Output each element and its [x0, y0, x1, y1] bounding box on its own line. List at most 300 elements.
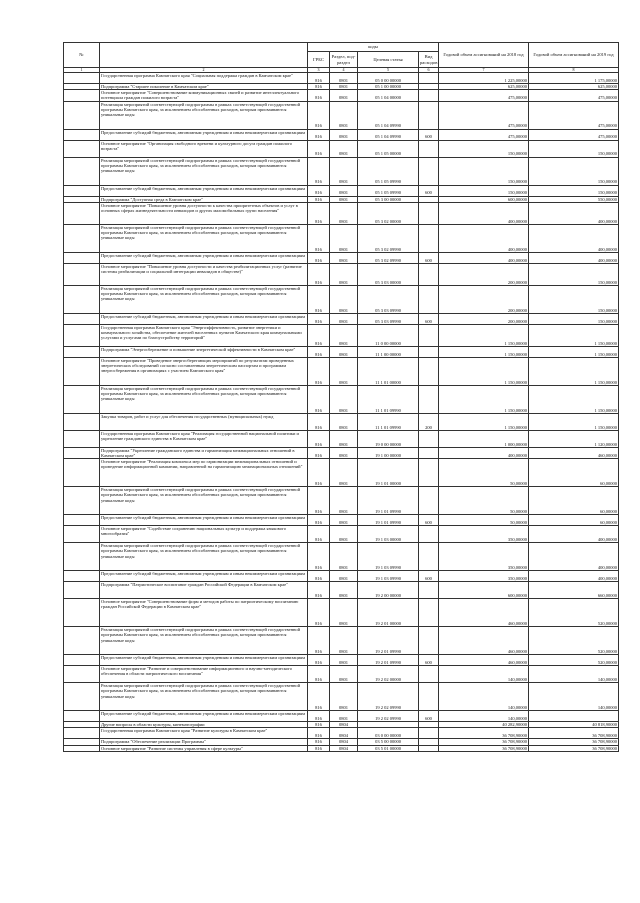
target-article-cell: 05 1 05 09990	[358, 157, 419, 185]
razdel-cell: 0801	[330, 430, 358, 447]
amount-2019-cell: 140,00000	[529, 683, 619, 711]
row-number-cell	[64, 413, 100, 430]
target-article-cell: 11 1 00 00000	[358, 346, 419, 357]
amount-2018-cell: 460,00000	[439, 655, 529, 666]
razdel-cell: 0801	[330, 515, 358, 526]
target-article-cell: 19 1 00 00000	[358, 447, 419, 458]
item-name-cell: Реализация мероприятий соответствующей подпрограммы в рамках соответствующей государственной программы Камчатского края, за исключением обособленных расходов, которым присваиваются уникальные коды	[100, 157, 308, 185]
razdel-cell: 0804	[330, 728, 358, 739]
amount-2018-cell: 475,00000	[439, 90, 529, 101]
row-number-cell	[64, 526, 100, 543]
item-name-cell: Предоставление субсидий бюджетным, автономным учреждениям и иным некоммерческим организациям	[100, 129, 308, 140]
grbs-cell: 816	[308, 224, 330, 252]
expense-type-cell: 600	[419, 129, 439, 140]
razdel-cell: 0801	[330, 666, 358, 683]
table-row	[64, 357, 619, 385]
expense-type-cell	[419, 90, 439, 101]
expense-type-cell	[419, 357, 439, 385]
grbs-cell: 816	[308, 543, 330, 571]
razdel-cell: 0801	[330, 285, 358, 313]
razdel-cell: 0801	[330, 487, 358, 515]
razdel-cell: 0801	[330, 140, 358, 157]
table-row	[64, 129, 619, 140]
amount-2019-cell: 1 150,00000	[529, 413, 619, 430]
table-row	[64, 655, 619, 666]
table-row	[64, 252, 619, 263]
amount-2019-cell: 400,00000	[529, 224, 619, 252]
item-name-cell: Предоставление субсидий бюджетным, автономным учреждениям и иным некоммерческим организациям	[100, 252, 308, 263]
razdel-cell: 0801	[330, 263, 358, 285]
row-number-cell	[64, 346, 100, 357]
grbs-cell: 816	[308, 357, 330, 385]
table-row	[64, 745, 619, 751]
expense-type-cell: 600	[419, 711, 439, 722]
target-article-cell: 19 1 03 09990	[358, 543, 419, 571]
table-row	[64, 627, 619, 655]
target-article-cell: 05 3 03 00000	[358, 263, 419, 285]
expense-type-cell	[419, 728, 439, 739]
table-row	[64, 324, 619, 346]
table-row	[64, 140, 619, 157]
amount-2019-cell: 520,00000	[529, 599, 619, 627]
row-number-cell	[64, 627, 100, 655]
target-article-cell: 11 1 01 09990	[358, 385, 419, 413]
item-name-cell: Реализация мероприятий соответствующей подпрограммы в рамках соответствующей государственной программы Камчатского края, за исключением обособленных расходов, которым присваиваются уникальные коды	[100, 627, 308, 655]
expense-type-cell	[419, 224, 439, 252]
item-name-cell: Реализация мероприятий соответствующей подпрограммы в рамках соответствующей государственной программы Камчатского края, за исключением обособленных расходов, которым присваиваются уникальные коды	[100, 543, 308, 571]
item-name-cell: Основное мероприятие "Развитие и совершенствование информационного и научно-методического обеспечения в области патриотического воспитания"	[100, 666, 308, 683]
grbs-cell: 816	[308, 90, 330, 101]
row-number-cell	[64, 157, 100, 185]
amount-2019-cell: 475,00000	[529, 90, 619, 101]
col-number: 1	[64, 68, 100, 73]
grbs-cell: 816	[308, 140, 330, 157]
razdel-cell: 0801	[330, 385, 358, 413]
expense-type-cell: 200	[419, 413, 439, 430]
item-name-cell: Предоставление субсидий бюджетным, автономным учреждениям и иным некоммерческим организациям	[100, 711, 308, 722]
item-name-cell: Государственная программа Камчатского края "Реализация государственной национальной политики и укрепление гражданского единства в Камчатском крае"	[100, 430, 308, 447]
item-name-cell: Другие вопросы в области культуры, кинематографии	[100, 722, 308, 728]
amount-2019-cell: 36 708,90000	[529, 739, 619, 745]
amount-2019-cell: 1 175,00000	[529, 73, 619, 84]
table-row	[64, 385, 619, 413]
expense-type-cell: 600	[419, 515, 439, 526]
target-article-cell: 19 2 01 09990	[358, 627, 419, 655]
amount-2019-cell: 400,00000	[529, 543, 619, 571]
amount-2018-cell: 140,00000	[439, 683, 529, 711]
col-number: 4	[330, 68, 358, 73]
target-article-cell: 19 2 02 00000	[358, 666, 419, 683]
amount-2019-cell: 550,00000	[529, 196, 619, 202]
razdel-cell: 0801	[330, 655, 358, 666]
amount-2019-cell: 660,00000	[529, 582, 619, 599]
amount-2018-cell: 1 150,00000	[439, 357, 529, 385]
razdel-cell: 0801	[330, 101, 358, 129]
grbs-cell: 816	[308, 285, 330, 313]
amount-2018-cell: 40 282,90000	[439, 722, 529, 728]
grbs-cell: 816	[308, 745, 330, 751]
target-article-cell: 19 0 00 00000	[358, 430, 419, 447]
expense-type-cell	[419, 447, 439, 458]
target-article-cell: 19 2 01 09990	[358, 655, 419, 666]
target-article-cell: 05 1 04 00000	[358, 90, 419, 101]
item-name-cell: Основное мероприятие "Повышение уровня доступности и качества реабилитационных услуг (развитие системы реабилитации и социальной интеграции инвалидов в обществе)"	[100, 263, 308, 285]
razdel-cell: 0801	[330, 224, 358, 252]
expense-type-cell: 600	[419, 185, 439, 196]
amount-2019-cell: 520,00000	[529, 627, 619, 655]
razdel-cell: 0801	[330, 683, 358, 711]
expense-type-cell: 600	[419, 313, 439, 324]
amount-2019-cell: 475,00000	[529, 129, 619, 140]
table-row	[64, 599, 619, 627]
item-name-cell: Основное мероприятие "Совершенствование коммуникационных связей и развитие интеллектуального потенциала граждан пожилого возраста"	[100, 90, 308, 101]
target-article-cell: 05 1 00 00000	[358, 84, 419, 90]
target-article-cell: 19 1 03 09990	[358, 571, 419, 582]
item-name-cell: Реализация мероприятий соответствующей подпрограммы в рамках соответствующей государственной программы Камчатского края, за исключением обособленных расходов, которым присваиваются уникальные коды	[100, 487, 308, 515]
table-row	[64, 666, 619, 683]
row-number-cell	[64, 683, 100, 711]
table-row	[64, 487, 619, 515]
grbs-cell: 816	[308, 571, 330, 582]
item-name-cell: Подпрограмма "Укрепление гражданского единства и гармонизация межнациональных отношений в Камчатском крае"	[100, 447, 308, 458]
item-name-cell: Предоставление субсидий бюджетным, автономным учреждениям и иным некоммерческим организациям	[100, 185, 308, 196]
amount-2018-cell: 150,00000	[439, 157, 529, 185]
amount-2019-cell: 1 150,00000	[529, 385, 619, 413]
budget-document	[63, 42, 618, 752]
grbs-cell: 816	[308, 313, 330, 324]
col-number: 8	[529, 68, 619, 73]
razdel-cell: 0801	[330, 346, 358, 357]
amount-2019-cell: 460,00000	[529, 447, 619, 458]
target-article-cell: 05 1 05 09990	[358, 185, 419, 196]
grbs-cell: 816	[308, 185, 330, 196]
item-name-cell: Основное мероприятие "Реализация комплекса мер по гармонизации межнациональных отношений и проведение информационной кампании, направленной на гармонизацию межнациональных отношений"	[100, 459, 308, 487]
target-article-cell: 05 3 02 09990	[358, 224, 419, 252]
row-number-cell	[64, 202, 100, 224]
grbs-cell: 816	[308, 129, 330, 140]
amount-2019-cell: 150,00000	[529, 140, 619, 157]
razdel-cell: 0801	[330, 129, 358, 140]
col-grbs-header: ГРБС	[308, 52, 330, 68]
table-body	[64, 73, 619, 752]
razdel-cell: 0801	[330, 447, 358, 458]
razdel-cell: 0801	[330, 157, 358, 185]
amount-2018-cell: 1 000,00000	[439, 430, 529, 447]
grbs-cell: 816	[308, 101, 330, 129]
table-row	[64, 543, 619, 571]
row-number-cell	[64, 90, 100, 101]
amount-2019-cell: 150,00000	[529, 313, 619, 324]
grbs-cell: 816	[308, 263, 330, 285]
expense-type-cell	[419, 582, 439, 599]
target-article-cell: 05 3 02 09990	[358, 252, 419, 263]
amount-2019-cell: 400,00000	[529, 202, 619, 224]
razdel-cell: 0801	[330, 526, 358, 543]
grbs-cell: 816	[308, 487, 330, 515]
grbs-cell: 816	[308, 447, 330, 458]
amount-2018-cell: 475,00000	[439, 129, 529, 140]
col-number: 7	[439, 68, 529, 73]
razdel-cell: 0801	[330, 627, 358, 655]
amount-2018-cell: 1 225,00000	[439, 73, 529, 84]
amount-2019-cell: 150,00000	[529, 157, 619, 185]
amount-2018-cell: 50,00000	[439, 515, 529, 526]
table-row	[64, 459, 619, 487]
item-name-cell: Основное мероприятие "Проведение энергосберегающих мероприятий по результатам проведенных энергетических обследований согласно составленным энергетическим паспортам и программам энергосбережения в организациях с участием Камчатского края"	[100, 357, 308, 385]
col-name-header	[100, 43, 308, 68]
table-row	[64, 90, 619, 101]
item-name-cell: Реализация мероприятий соответствующей подпрограммы в рамках соответствующей государственной программы Камчатского края, за исключением обособленных расходов, которым присваиваются уникальные коды	[100, 285, 308, 313]
row-number-cell	[64, 129, 100, 140]
grbs-cell: 816	[308, 413, 330, 430]
codes-header: коды	[308, 43, 439, 52]
razdel-cell: 0801	[330, 313, 358, 324]
expense-type-cell	[419, 683, 439, 711]
expense-type-cell	[419, 385, 439, 413]
razdel-cell: 0804	[330, 745, 358, 751]
grbs-cell: 816	[308, 728, 330, 739]
item-name-cell: Подпрограмма "Доступная среда в Камчатском крае"	[100, 196, 308, 202]
item-name-cell: Предоставление субсидий бюджетным, автономным учреждениям и иным некоммерческим организациям	[100, 655, 308, 666]
target-article-cell: 05 0 00 00000	[358, 73, 419, 84]
razdel-cell: 0801	[330, 571, 358, 582]
amount-2019-cell: 150,00000	[529, 285, 619, 313]
item-name-cell: Предоставление субсидий бюджетным, автономным учреждениям и иным некоммерческим организациям	[100, 571, 308, 582]
amount-2018-cell: 460,00000	[439, 627, 529, 655]
row-number-cell	[64, 571, 100, 582]
item-name-cell: Основное мероприятие "Содействие сохранению национальных культур и поддержка языкового многообразия"	[100, 526, 308, 543]
amount-2018-cell: 1 150,00000	[439, 413, 529, 430]
amount-2018-cell: 200,00000	[439, 313, 529, 324]
table-row	[64, 413, 619, 430]
item-name-cell: Подпрограмма "Патриотическое воспитание граждан Российской Федерации в Камчатском крае"	[100, 582, 308, 599]
row-number-cell	[64, 140, 100, 157]
razdel-cell: 0801	[330, 599, 358, 627]
grbs-cell: 816	[308, 666, 330, 683]
row-number-cell	[64, 313, 100, 324]
amount-2019-cell: 1 120,00000	[529, 430, 619, 447]
item-name-cell: Государственная программа Камчатского края "Энергоэффективность, развитие энергетики и коммунального хозяйства, обеспечение жителей населенных пунктов Камчатского края коммунальными услугами и услугами по благоустройству территорий"	[100, 324, 308, 346]
amount-2018-cell: 1 150,00000	[439, 346, 529, 357]
expense-type-cell	[419, 140, 439, 157]
amount-2018-cell: 1 150,00000	[439, 385, 529, 413]
amount-2018-cell: 140,00000	[439, 666, 529, 683]
grbs-cell: 816	[308, 196, 330, 202]
amount-2018-cell: 625,00000	[439, 84, 529, 90]
amount-2018-cell: 350,00000	[439, 526, 529, 543]
table-row	[64, 430, 619, 447]
amount-2019-cell: 60,00000	[529, 515, 619, 526]
table-row	[64, 447, 619, 458]
row-number-cell	[64, 515, 100, 526]
amount-2018-cell: 150,00000	[439, 140, 529, 157]
table-row	[64, 263, 619, 285]
expense-type-cell	[419, 346, 439, 357]
expense-type-cell	[419, 324, 439, 346]
row-number-cell	[64, 324, 100, 346]
col-number: 6	[419, 68, 439, 73]
item-name-cell: Реализация мероприятий соответствующей подпрограммы в рамках соответствующей государственной программы Камчатского края, за исключением обособленных расходов, которым присваиваются уникальные коды	[100, 224, 308, 252]
expense-type-cell: 600	[419, 571, 439, 582]
table-row	[64, 185, 619, 196]
amount-2018-cell: 50,00000	[439, 459, 529, 487]
grbs-cell: 816	[308, 526, 330, 543]
target-article-cell: 05 3 03 09990	[358, 285, 419, 313]
razdel-cell: 0801	[330, 84, 358, 90]
amount-2018-cell: 36 708,90000	[439, 728, 529, 739]
amount-2018-cell: 150,00000	[439, 185, 529, 196]
row-number-cell	[64, 599, 100, 627]
item-name-cell: Предоставление субсидий бюджетным, автономным учреждениям и иным некоммерческим организациям	[100, 313, 308, 324]
amount-2019-cell: 1 150,00000	[529, 346, 619, 357]
col-vr-header: Вид расходов	[419, 52, 439, 68]
grbs-cell: 816	[308, 655, 330, 666]
row-number-cell	[64, 745, 100, 751]
amount-2018-cell: 400,00000	[439, 252, 529, 263]
item-name-cell: Подпрограмма "Обеспечение реализации Программы"	[100, 739, 308, 745]
item-name-cell: Реализация мероприятий соответствующей подпрограммы в рамках соответствующей государственной программы Камчатского края, за исключением обособленных расходов, которым присваиваются уникальные коды	[100, 385, 308, 413]
expense-type-cell: 600	[419, 252, 439, 263]
table-row	[64, 571, 619, 582]
amount-2019-cell: 140,00000	[529, 666, 619, 683]
table-row	[64, 285, 619, 313]
grbs-cell: 816	[308, 157, 330, 185]
amount-2019-cell: 60,00000	[529, 487, 619, 515]
expense-type-cell	[419, 627, 439, 655]
target-article-cell: 11 0 00 00000	[358, 324, 419, 346]
grbs-cell: 816	[308, 73, 330, 84]
target-article-cell: 05 3 02 00000	[358, 202, 419, 224]
razdel-cell: 0801	[330, 711, 358, 722]
target-article-cell: 05 1 04 09990	[358, 101, 419, 129]
grbs-cell: 816	[308, 582, 330, 599]
item-name-cell: Государственная программа Камчатского края "Развитие культуры в Камчатском крае"	[100, 728, 308, 739]
amount-2019-cell: 400,00000	[529, 526, 619, 543]
razdel-cell: 0801	[330, 73, 358, 84]
amount-2019-cell: 40 818,90000	[529, 722, 619, 728]
target-article-cell: 05 3 00 00000	[358, 196, 419, 202]
col-2019-header: Годовой объем ассигнований на 2019 год	[529, 43, 619, 68]
grbs-cell: 816	[308, 515, 330, 526]
amount-2018-cell: 475,00000	[439, 101, 529, 129]
row-number-cell	[64, 728, 100, 739]
amount-2018-cell: 400,00000	[439, 202, 529, 224]
expense-type-cell	[419, 487, 439, 515]
item-name-cell: Реализация мероприятий соответствующей подпрограммы в рамках соответствующей государственной программы Камчатского края, за исключением обособленных расходов, которым присваиваются уникальные коды	[100, 683, 308, 711]
target-article-cell: 19 2 01 00000	[358, 599, 419, 627]
target-article-cell: 11 1 01 00000	[358, 357, 419, 385]
row-number-cell	[64, 73, 100, 84]
item-name-cell: Подпрограмма "Энергосбережение и повышение энергетической эффективности в Камчатском крае"	[100, 346, 308, 357]
grbs-cell: 816	[308, 252, 330, 263]
table-row	[64, 683, 619, 711]
table-row	[64, 515, 619, 526]
grbs-cell: 816	[308, 385, 330, 413]
table-row	[64, 224, 619, 252]
target-article-cell: 05 3 03 09990	[358, 313, 419, 324]
amount-2018-cell: 140,00000	[439, 711, 529, 722]
target-article-cell: 19 1 01 00000	[358, 459, 419, 487]
amount-2019-cell: 150,00000	[529, 263, 619, 285]
item-name-cell: Основное мероприятие "Развитие системы управления в сфере культуры"	[100, 745, 308, 751]
table-row	[64, 157, 619, 185]
target-article-cell: 03 0 00 00000	[358, 728, 419, 739]
row-number-cell	[64, 101, 100, 129]
grbs-cell: 816	[308, 739, 330, 745]
grbs-cell: 816	[308, 324, 330, 346]
table-row	[64, 728, 619, 739]
grbs-cell: 816	[308, 711, 330, 722]
target-article-cell: 19 1 03 00000	[358, 526, 419, 543]
expense-type-cell: 600	[419, 655, 439, 666]
razdel-cell: 0804	[330, 739, 358, 745]
grbs-cell: 816	[308, 346, 330, 357]
item-name-cell: Государственная программа Камчатского края "Социальная поддержка граждан в Камчатском крае"	[100, 73, 308, 84]
table-row	[64, 711, 619, 722]
razdel-cell: 0801	[330, 324, 358, 346]
row-number-cell	[64, 263, 100, 285]
amount-2018-cell: 200,00000	[439, 263, 529, 285]
expense-type-cell	[419, 459, 439, 487]
expense-type-cell	[419, 157, 439, 185]
expense-type-cell	[419, 263, 439, 285]
amount-2018-cell: 600,00000	[439, 582, 529, 599]
amount-2018-cell: 400,00000	[439, 447, 529, 458]
amount-2019-cell: 60,00000	[529, 459, 619, 487]
table-row	[64, 582, 619, 599]
item-name-cell: Основное мероприятие "Повышение уровня доступности к качества приоритетных объектов и услуг в основных сферах жизнедеятельности инвалидов и других маломобильных групп населения"	[100, 202, 308, 224]
row-number-cell	[64, 224, 100, 252]
grbs-cell: 816	[308, 459, 330, 487]
row-number-cell	[64, 385, 100, 413]
razdel-cell: 0801	[330, 202, 358, 224]
expense-type-cell	[419, 101, 439, 129]
amount-2019-cell: 475,00000	[529, 101, 619, 129]
row-number-cell	[64, 357, 100, 385]
amount-2019-cell: 625,00000	[529, 84, 619, 90]
col-razdel-header: Раздел, под-раздел	[330, 52, 358, 68]
row-number-cell	[64, 582, 100, 599]
amount-2019-cell: 1 150,00000	[529, 357, 619, 385]
razdel-cell: 0801	[330, 252, 358, 263]
col-2018-header: Годовой объем ассигнований на 2018 год	[439, 43, 529, 68]
expense-type-cell	[419, 73, 439, 84]
target-article-cell: 05 1 04 09990	[358, 129, 419, 140]
amount-2018-cell: 36 708,90000	[439, 739, 529, 745]
item-name-cell: Закупка товаров, работ и услуг для обеспечения государственных (муниципальных) нужд	[100, 413, 308, 430]
target-article-cell: 19 2 00 00000	[358, 582, 419, 599]
target-article-cell: 03 5 00 00000	[358, 739, 419, 745]
item-name-cell: Основное мероприятие "Совершенствование форм и методов работы по патриотическому воспитанию граждан Российской Федерации в Камчатском крае"	[100, 599, 308, 627]
row-number-cell	[64, 185, 100, 196]
razdel-cell: 0801	[330, 90, 358, 101]
row-number-cell	[64, 655, 100, 666]
amount-2018-cell: 200,00000	[439, 285, 529, 313]
amount-2018-cell: 350,00000	[439, 571, 529, 582]
expense-type-cell	[419, 285, 439, 313]
amount-2019-cell: 400,00000	[529, 252, 619, 263]
grbs-cell: 816	[308, 430, 330, 447]
target-article-cell: 05 1 05 00000	[358, 140, 419, 157]
row-number-cell	[64, 252, 100, 263]
target-article-cell: 19 2 02 09990	[358, 711, 419, 722]
razdel-cell: 0801	[330, 185, 358, 196]
budget-table	[63, 42, 619, 752]
row-number-cell	[64, 666, 100, 683]
item-name-cell: Подпрограмма "Старшее поколение в Камчатском крае"	[100, 84, 308, 90]
razdel-cell: 0801	[330, 196, 358, 202]
table-row	[64, 526, 619, 543]
